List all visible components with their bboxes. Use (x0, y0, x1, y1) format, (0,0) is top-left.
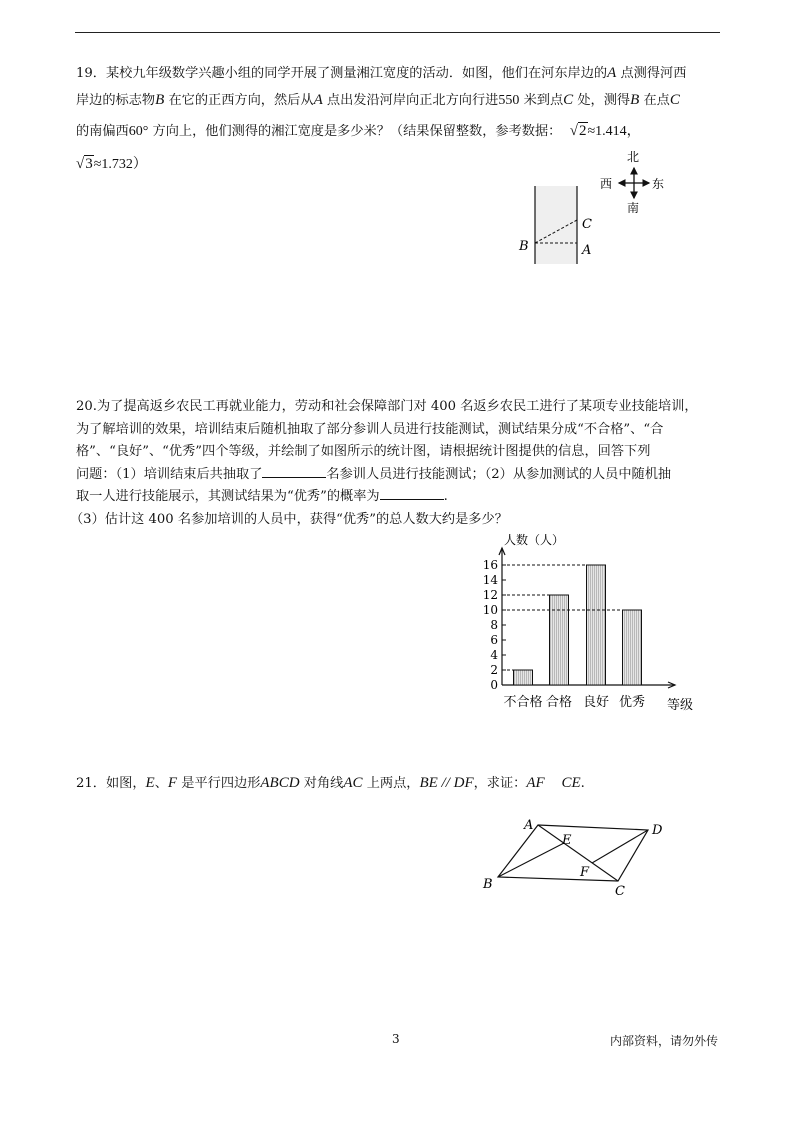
y-tick-label: 2 (490, 663, 498, 677)
y-tick-label: 12 (482, 588, 498, 602)
point-b-label: B (519, 239, 529, 254)
q21-number: 21． (76, 776, 106, 791)
east-label: 东 (652, 177, 665, 191)
river-area (535, 186, 577, 264)
river-figure (510, 182, 600, 272)
x-axis-title: 等级 (667, 698, 694, 713)
question-21 (76, 770, 722, 797)
q21-line-1: 21．如图，E、F 是平行四边形ABCD 对角线AC 上两点，BE // DF，求证：AF CE. (76, 775, 585, 791)
bar-chart (470, 530, 710, 716)
q20-line-6: （3）估计这 400 名参加培训的人员中，获得“优秀”的总人数大约是多少？ (70, 511, 508, 527)
page-number: 3 (392, 1032, 400, 1046)
compass-figure (596, 148, 676, 218)
bar-优秀 (623, 610, 642, 685)
y-tick-label: 8 (490, 618, 498, 632)
q20-number: 20. (76, 399, 97, 414)
category-label: 合格 (545, 695, 573, 710)
q19-number: 19． (76, 66, 106, 81)
north-label: 北 (627, 150, 640, 164)
sqrt3-expression: √3 (76, 156, 93, 172)
vertex-d-label: D (652, 823, 663, 838)
y-tick-label: 14 (482, 573, 498, 587)
q19-line-4: √3≈1.732） (76, 149, 722, 180)
parallelogram-figure (478, 813, 678, 903)
y-tick-label: 16 (482, 558, 498, 572)
vertex-a-label: A (524, 818, 534, 833)
category-label: 良好 (582, 695, 610, 710)
y-tick-label: 4 (490, 648, 498, 662)
point-f-label: F (580, 865, 590, 880)
q19-line-3: 的南偏西60° 方向上，他们测得的湘江宽度是多少米？（结果保留整数，参考数据： √2≈1.414， (76, 114, 722, 149)
y-axis-title: 人数（人） (504, 533, 565, 547)
bar-良好 (587, 565, 606, 685)
category-label: 优秀 (618, 695, 646, 710)
bar-不合格 (514, 670, 533, 685)
segment-df (592, 830, 648, 863)
category-label: 不合格 (503, 695, 543, 710)
q20-line-2: 为了解培训的效果，培训结束后随机抽取了部分参训人员进行技能测试，测试结果分成“不合格”、“合 (76, 421, 664, 437)
q20-line-5: 取一人进行技能展示，其测试结果为“优秀”的概率为 . (76, 486, 722, 509)
q20-line-1: 20.为了提高返乡农民工再就业能力，劳动和社会保障部门对 400 名返乡农民工进行了某项专业技能培训， (76, 399, 698, 414)
y-tick-label: 10 (482, 603, 498, 617)
y-tick-label: 0 (490, 678, 498, 692)
q20-line-4: 问题：（1）培训结束后共抽取了 名参训人员进行技能测试；（2）从参加测试的人员中随机抽 (76, 464, 722, 487)
answer-blank-1[interactable] (262, 464, 326, 478)
answer-blank-2[interactable] (380, 486, 444, 500)
q19-line-1: 19．某校九年级数学兴趣小组的同学开展了测量湘江宽度的活动．如图，他们在河东岸边的A 点测得河西 (76, 65, 687, 81)
footer-note: 内部资料，请勿外传 (610, 1034, 719, 1048)
question-20 (70, 396, 722, 531)
west-label: 西 (600, 177, 613, 191)
diagonal-ac (538, 825, 618, 881)
point-a-label: A (582, 243, 592, 258)
point-c-label: C (582, 217, 592, 232)
bar-合格 (550, 595, 569, 685)
south-label: 南 (627, 201, 640, 215)
top-rule (75, 32, 720, 33)
parallelogram-abcd (498, 825, 648, 881)
point-e-label: E (562, 833, 572, 848)
q19-line-2: 岸边的标志物B 在它的正西方向，然后从A 点出发沿河岸向正北方向行进550 米到点C 处，测得B 在点C (76, 92, 680, 108)
vertex-b-label: B (483, 877, 493, 892)
y-tick-label: 6 (490, 633, 498, 647)
q20-line-3: 格”、“良好”、“优秀”四个等级，并绘制了如图所示的统计图，请根据统计图提供的信息，回答下列 (76, 444, 651, 459)
vertex-c-label: C (615, 884, 625, 899)
segment-be (498, 843, 564, 877)
sqrt2-expression: √2 (569, 123, 587, 139)
